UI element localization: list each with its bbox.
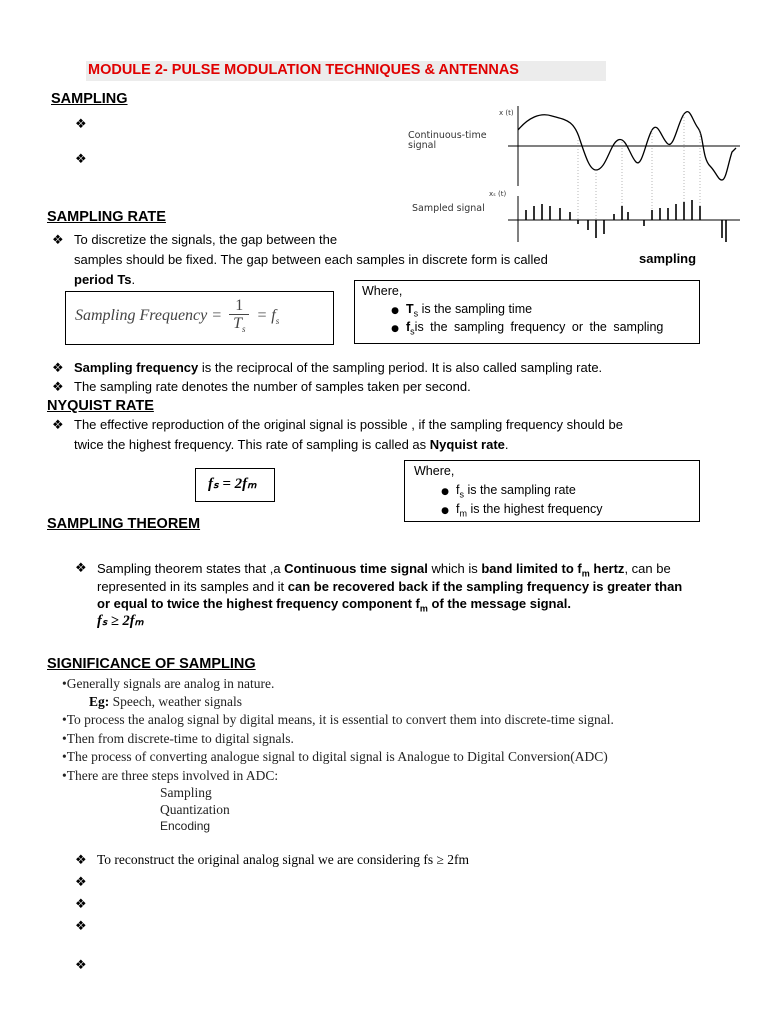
where-item-ts: ● $T_s$ is the sampling time — [384, 302, 532, 319]
bullet-dot-icon: ● — [441, 487, 449, 497]
where-title-1: Where, — [362, 284, 403, 298]
significance-eg: Eg: Speech, weather signals — [89, 694, 242, 709]
where-item-fm: ● $f_m$ is the highest frequency — [434, 502, 602, 519]
sampling-rate-p2: Sampling frequency is the reciprocal of the sampling period. It is also called sampling rate. — [74, 360, 603, 375]
theorem-line1: Sampling theorem states that ,a Continuous time signal which is band limited to $f_m$ hertz, can be — [97, 561, 671, 579]
sampling-rate-p1-line2: samples should be fixed. The gap between each samples in discrete form is called — [74, 252, 548, 267]
significance-heading: SIGNIFICANCE OF SAMPLING — [47, 656, 256, 672]
theorem-heading: SAMPLING THEOREM — [47, 516, 201, 532]
theorem-line2: represented in its samples and it can be recovered back if the sampling frequency is greater than — [97, 579, 683, 594]
sample-stems — [526, 200, 726, 242]
bullet-icon: ❖ — [52, 380, 64, 395]
nyquist-p1-line2: twice the highest frequency. This rate of sampling is called as Nyquist rate. — [74, 437, 509, 452]
xt-label: x (t) — [499, 109, 514, 117]
sampling-rate-p1-line1: To discretize the signals, the gap between the — [74, 232, 338, 247]
theorem-line3: or equal to twice the highest frequency component $f_m$ of the message signal. — [97, 596, 571, 614]
adc-step-quantization: Quantization — [160, 802, 230, 817]
sampling-frequency-formula — [75, 298, 279, 338]
bullet-dot-icon: ● — [391, 324, 399, 334]
sampling-rate-p3: The sampling rate denotes the number of samples taken per second. — [74, 379, 471, 394]
nyquist-p1-line1: The effective reproduction of the original signal is possible , if the sampling frequency should be — [74, 417, 623, 432]
significance-b5: •There are three steps involved in ADC: — [62, 768, 279, 783]
bullet-icon: ❖ — [75, 875, 87, 890]
adc-step-encoding: Encoding — [160, 819, 211, 833]
sampling-bullet-1: ❖ — [75, 117, 87, 132]
theorem-formula: fₛ ≥ 2fₘ — [97, 613, 144, 629]
significance-b3: •Then from discrete-time to digital signals. — [62, 731, 294, 746]
sampling-heading: SAMPLING — [51, 91, 128, 107]
bullet-icon: ❖ — [52, 233, 64, 248]
sampled-label: Sampled signal — [412, 203, 485, 214]
xst-label: xₛ (t) — [489, 190, 507, 198]
where-title-2: Where, — [414, 464, 455, 478]
bullet-icon: ❖ — [52, 418, 64, 433]
formula-num: 1 — [235, 297, 244, 314]
sampling-period-bold: period Ts — [74, 272, 132, 287]
sampling-rate-p1-line3 — [74, 272, 135, 287]
formula-den: $T_s$ — [229, 314, 249, 338]
formula-text: Sampling Frequency — [75, 307, 208, 324]
bullet-icon: ❖ — [75, 561, 87, 576]
where-item-fs-rate: ● $f_s$ is the sampling rate — [434, 483, 576, 500]
bullet-icon: ❖ — [75, 919, 87, 934]
nyquist-formula: fₛ = 2fₘ — [208, 476, 257, 492]
significance-b1: •Generally signals are analog in nature. — [62, 676, 275, 691]
bullet-icon: ❖ — [52, 361, 64, 376]
significance-b2: •To process the analog signal by digital means, it is essential to convert them into discrete-time signal. — [62, 712, 614, 727]
continuous-label-1: Continuous-time — [408, 130, 487, 141]
significance-b4: •The process of converting analogue signal to digital signal is Analogue to Digital Conversion(ADC) — [62, 749, 608, 764]
sampling-rate-p1-bold1: sampling — [639, 251, 697, 266]
where-item-fs: ● $f_sis$ the sampling frequency or the sampling — [384, 320, 663, 337]
page-title-text: MODULE 2- PULSE MODULATION TECHNIQUES & ANTENNAS — [88, 62, 519, 78]
formula-eq: = — [211, 307, 223, 324]
sampling-bullet-2: ❖ — [75, 152, 87, 167]
reconstruct-text: To reconstruct the original analog signal we are considering fs ≥ 2fm — [97, 852, 469, 867]
nyquist-heading: NYQUIST RATE — [47, 398, 154, 414]
sampling-figure — [400, 100, 745, 250]
period-end: . — [131, 272, 136, 287]
bullet-icon: ❖ — [75, 958, 87, 973]
formula-fraction — [229, 298, 249, 338]
bullet-icon: ❖ — [75, 897, 87, 912]
formula-rhs: = $f_s$ — [256, 307, 280, 327]
bullet-icon: ❖ — [75, 853, 87, 868]
sampling-rate-heading: SAMPLING RATE — [47, 209, 166, 225]
adc-step-sampling: Sampling — [160, 785, 212, 800]
continuous-label-2: signal — [408, 140, 437, 151]
bullet-dot-icon: ● — [391, 306, 399, 316]
bullet-dot-icon: ● — [441, 506, 449, 516]
